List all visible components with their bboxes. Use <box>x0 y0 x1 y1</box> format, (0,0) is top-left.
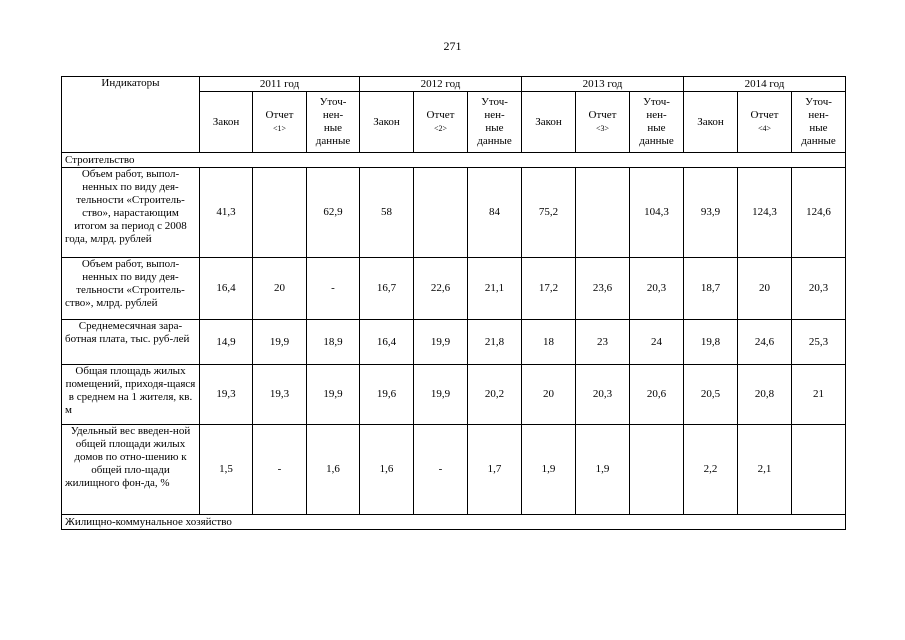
section-construction: Строительство <box>62 153 846 168</box>
table-cell: 20,3 <box>630 258 684 320</box>
indicator-label: Объем работ, выпол-ненных по виду дея-тельности «Строитель-ство», млрд. рублей <box>62 258 200 320</box>
table-cell: 124,3 <box>738 168 792 258</box>
table-cell: 19,3 <box>200 365 253 425</box>
year-2011-header: 2011 год <box>200 77 360 92</box>
table-row <box>62 168 846 258</box>
law-header: Закон <box>522 92 576 153</box>
header-row-years <box>62 77 846 92</box>
table-cell: 2,2 <box>684 425 738 515</box>
refined-header: Уточ- нен- ные данные <box>792 92 846 153</box>
table-cell: 18,7 <box>684 258 738 320</box>
table-cell: 20,6 <box>630 365 684 425</box>
table-cell: 17,2 <box>522 258 576 320</box>
table-cell: 23 <box>576 320 630 365</box>
table-cell: 19,9 <box>414 365 468 425</box>
table-cell: - <box>253 425 307 515</box>
table-cell: 21 <box>792 365 846 425</box>
table-cell: 58 <box>360 168 414 258</box>
table-cell: 16,4 <box>360 320 414 365</box>
report-header: Отчет <4> <box>738 92 792 153</box>
refined-header: Уточ- нен- ные данные <box>307 92 360 153</box>
table-cell: 19,9 <box>307 365 360 425</box>
refined-header: Уточ- нен- ные данные <box>468 92 522 153</box>
table-cell: 19,3 <box>253 365 307 425</box>
law-header: Закон <box>360 92 414 153</box>
table-cell: 20 <box>738 258 792 320</box>
table-cell <box>630 425 684 515</box>
table-cell: 41,3 <box>200 168 253 258</box>
indicator-label: Объем работ, выпол-ненных по виду дея-тельности «Строитель-ство», нарастающим итогом за период с 2008 года, млрд. рублей <box>62 168 200 258</box>
table-cell: 22,6 <box>414 258 468 320</box>
table-cell: 1,7 <box>468 425 522 515</box>
table-cell: 20,3 <box>792 258 846 320</box>
report-note: <2> <box>433 124 448 133</box>
indicators-table <box>61 76 846 530</box>
table-cell: 104,3 <box>630 168 684 258</box>
table-row <box>62 425 846 515</box>
table-cell: 19,9 <box>253 320 307 365</box>
table-cell <box>253 168 307 258</box>
table-cell: 24,6 <box>738 320 792 365</box>
table-cell: 20 <box>522 365 576 425</box>
table-cell: 124,6 <box>792 168 846 258</box>
report-note: <1> <box>272 124 287 133</box>
table-cell: 16,7 <box>360 258 414 320</box>
table-cell: 1,9 <box>576 425 630 515</box>
table-cell: 1,9 <box>522 425 576 515</box>
law-header: Закон <box>200 92 253 153</box>
section-row <box>62 153 846 168</box>
table-cell: 62,9 <box>307 168 360 258</box>
table-cell: 25,3 <box>792 320 846 365</box>
table-cell: 24 <box>630 320 684 365</box>
indicator-label: Удельный вес введен-ной общей площади жилых домов по отно-шению к общей пло-щади жилищного фон-да, % <box>62 425 200 515</box>
table-cell: 20,3 <box>576 365 630 425</box>
year-2013-header: 2013 год <box>522 77 684 92</box>
report-header: Отчет <3> <box>576 92 630 153</box>
refined-header: Уточ- нен- ные данные <box>630 92 684 153</box>
table-cell: 20,2 <box>468 365 522 425</box>
table-cell: 84 <box>468 168 522 258</box>
section-row <box>62 515 846 530</box>
table-cell: 18,9 <box>307 320 360 365</box>
table-cell: - <box>307 258 360 320</box>
table-cell <box>576 168 630 258</box>
table-cell: 18 <box>522 320 576 365</box>
table-cell: 20 <box>253 258 307 320</box>
table-cell: - <box>414 425 468 515</box>
table-cell: 14,9 <box>200 320 253 365</box>
indicator-label: Общая площадь жилых помещений, приходя-щаяся в среднем на 1 жителя, кв. м <box>62 365 200 425</box>
table-row <box>62 365 846 425</box>
law-header: Закон <box>684 92 738 153</box>
table-cell: 1,6 <box>307 425 360 515</box>
year-2012-header: 2012 год <box>360 77 522 92</box>
table-cell: 75,2 <box>522 168 576 258</box>
report-note: <3> <box>595 124 610 133</box>
report-header: Отчет <1> <box>253 92 307 153</box>
table-cell: 16,4 <box>200 258 253 320</box>
report-header: Отчет <2> <box>414 92 468 153</box>
table-cell: 1,5 <box>200 425 253 515</box>
table-cell: 21,1 <box>468 258 522 320</box>
table-cell: 19,8 <box>684 320 738 365</box>
table-cell: 23,6 <box>576 258 630 320</box>
table-cell: 20,8 <box>738 365 792 425</box>
table-row <box>62 258 846 320</box>
table-cell: 93,9 <box>684 168 738 258</box>
table-cell: 19,6 <box>360 365 414 425</box>
year-2014-header: 2014 год <box>684 77 846 92</box>
table-cell: 19,9 <box>414 320 468 365</box>
table-cell: 2,1 <box>738 425 792 515</box>
indicator-label: Среднемесячная зара-ботная плата, тыс. руб-лей <box>62 320 200 365</box>
table-cell: 20,5 <box>684 365 738 425</box>
table-cell <box>414 168 468 258</box>
indicators-header: Индикаторы <box>62 77 200 153</box>
table-cell: 21,8 <box>468 320 522 365</box>
table-cell: 1,6 <box>360 425 414 515</box>
section-housing: Жилищно-коммунальное хозяйство <box>62 515 846 530</box>
page-number: 271 <box>443 39 462 53</box>
report-note: <4> <box>757 124 772 133</box>
table-row <box>62 320 846 365</box>
table-cell <box>792 425 846 515</box>
